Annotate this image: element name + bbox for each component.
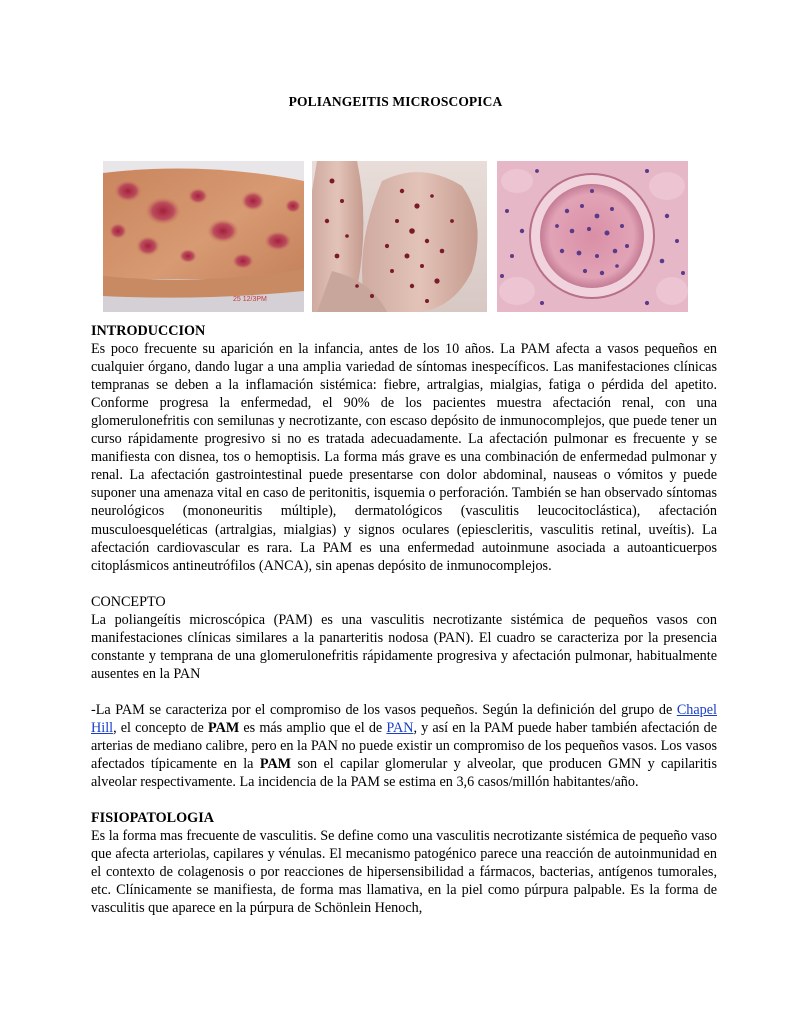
pan-link[interactable]: PAN — [386, 719, 414, 736]
intro-paragraph: Es poco frecuente su aparición en la infancia, antes de los 10 años. La PAM afecta a vasos pequeños en cualquier órgano, dando lugar a una amplia variedad de síntomas inespecíficos. Las manifestaciones clínicas tempranas se deben a la inflamación sistémica: fiebre, artralgias, mialgias, fatiga o pérdida del apetito. Conforme progresa la enfermedad, el 90% de los pacientes muestra afectación renal, con una glomerulonefritis con semilunas y necrotizante, con escaso depósito de inmunocomplejos, que puede tener un curso rápidamente progresivo si no es tratada adecuadamente. La afectación pulmonar es frecuente y se manifiesta con disnea, tos o hemoptisis. La forma más grave es una combinación de enfermedad pulmonar y renal. La afectación gastrointestinal puede presentarse con dolor abdominal, nauseas o vómitos y puede suponer una amenaza vital en caso de peritonitis, isquemia o perforación. También se han observado síntomas neurológicos (mononeuritis múltiple), dermatológicos (vasculitis leucocitoclástica), afectación musculoesqueléticas (artralgias, mialgias) y signos oculares (epiescleritis, vasculitis retinal, uveítis). La afectación cardiovascular es rara. La PAM es una enfermedad autoinmune asociada a autoanticuerpos citoplásmicos antineutrófilos (ANCA), sin apenas depósito de inmunocomplejos. — [91, 341, 717, 574]
concept-p2-b: es más amplio que el de — [239, 719, 387, 736]
skin-lesions-leg-photo — [103, 161, 304, 312]
chapel-hill-link[interactable]: Chapel Hill — [91, 701, 717, 736]
concept-heading: CONCEPTO — [91, 593, 166, 610]
intro-heading: INTRODUCCION — [91, 323, 206, 339]
purpura-feet-photo — [312, 161, 487, 312]
concept-p2-start: -La PAM se caracteriza por el compromiso de los vasos pequeños. Según la definición del grupo de — [91, 701, 677, 718]
concept-p2-a: , el concepto de — [113, 719, 208, 736]
pam-bold-2: PAM — [259, 756, 292, 773]
document-title: POLIANGEITIS MICROSCOPICA — [288, 94, 503, 109]
document-body — [91, 322, 717, 917]
concept-paragraph-2 — [91, 701, 717, 791]
physio-paragraph: Es la forma mas frecuente de vasculitis. Se define como una vasculitis necrotizante sistémica de pequeño vaso que afecta arteriolas, capilares y vénulas. El mecanismo patogénico parece una reacción de autoinmunidad en el contexto de colagenosis o por reacciones de hipersensibilidad a fármacos, bacterias, antígenos tumorales, etc. Clínicamente se manifiesta, de forma mas llamativa, en la piel como púrpura palpable. Es la forma de vasculitis que aparece en la púrpura de Schönlein Henoch, — [91, 828, 718, 917]
pam-bold-1: PAM — [208, 719, 240, 736]
concept-p2-c: , y así en la PAM puede haber también afectación de arterias de mediano calibre, pero en la PAN no puede existir un compromiso de los pequeños vasos. Los vasos afectados típicamente en la — [91, 719, 717, 773]
concept-p2-d: son el capilar glomerular y alveolar, que producen GMN y capilaritis alveolar respectivamente. La incidencia de la PAM se estima en 3,6 casos/millón habitantes/año. — [91, 756, 717, 791]
photo-timestamp: 25 12/3PM — [233, 296, 267, 303]
physio-heading: FISIOPATOLOGIA — [91, 810, 214, 827]
concept-paragraph: La poliangeítis microscópica (PAM) es una vasculitis necrotizante sistémica de pequeños vasos con manifestaciones clínicas similares a la panarteritis nodosa (PAN). El cuadro se caracteriza por la presencia constante y temprana de una glomerulonefritis rápidamente progresiva y afectación pulmonar, habitualmente ausentes en la PAN — [91, 611, 717, 682]
glomerulus-histology-photo — [497, 161, 688, 312]
